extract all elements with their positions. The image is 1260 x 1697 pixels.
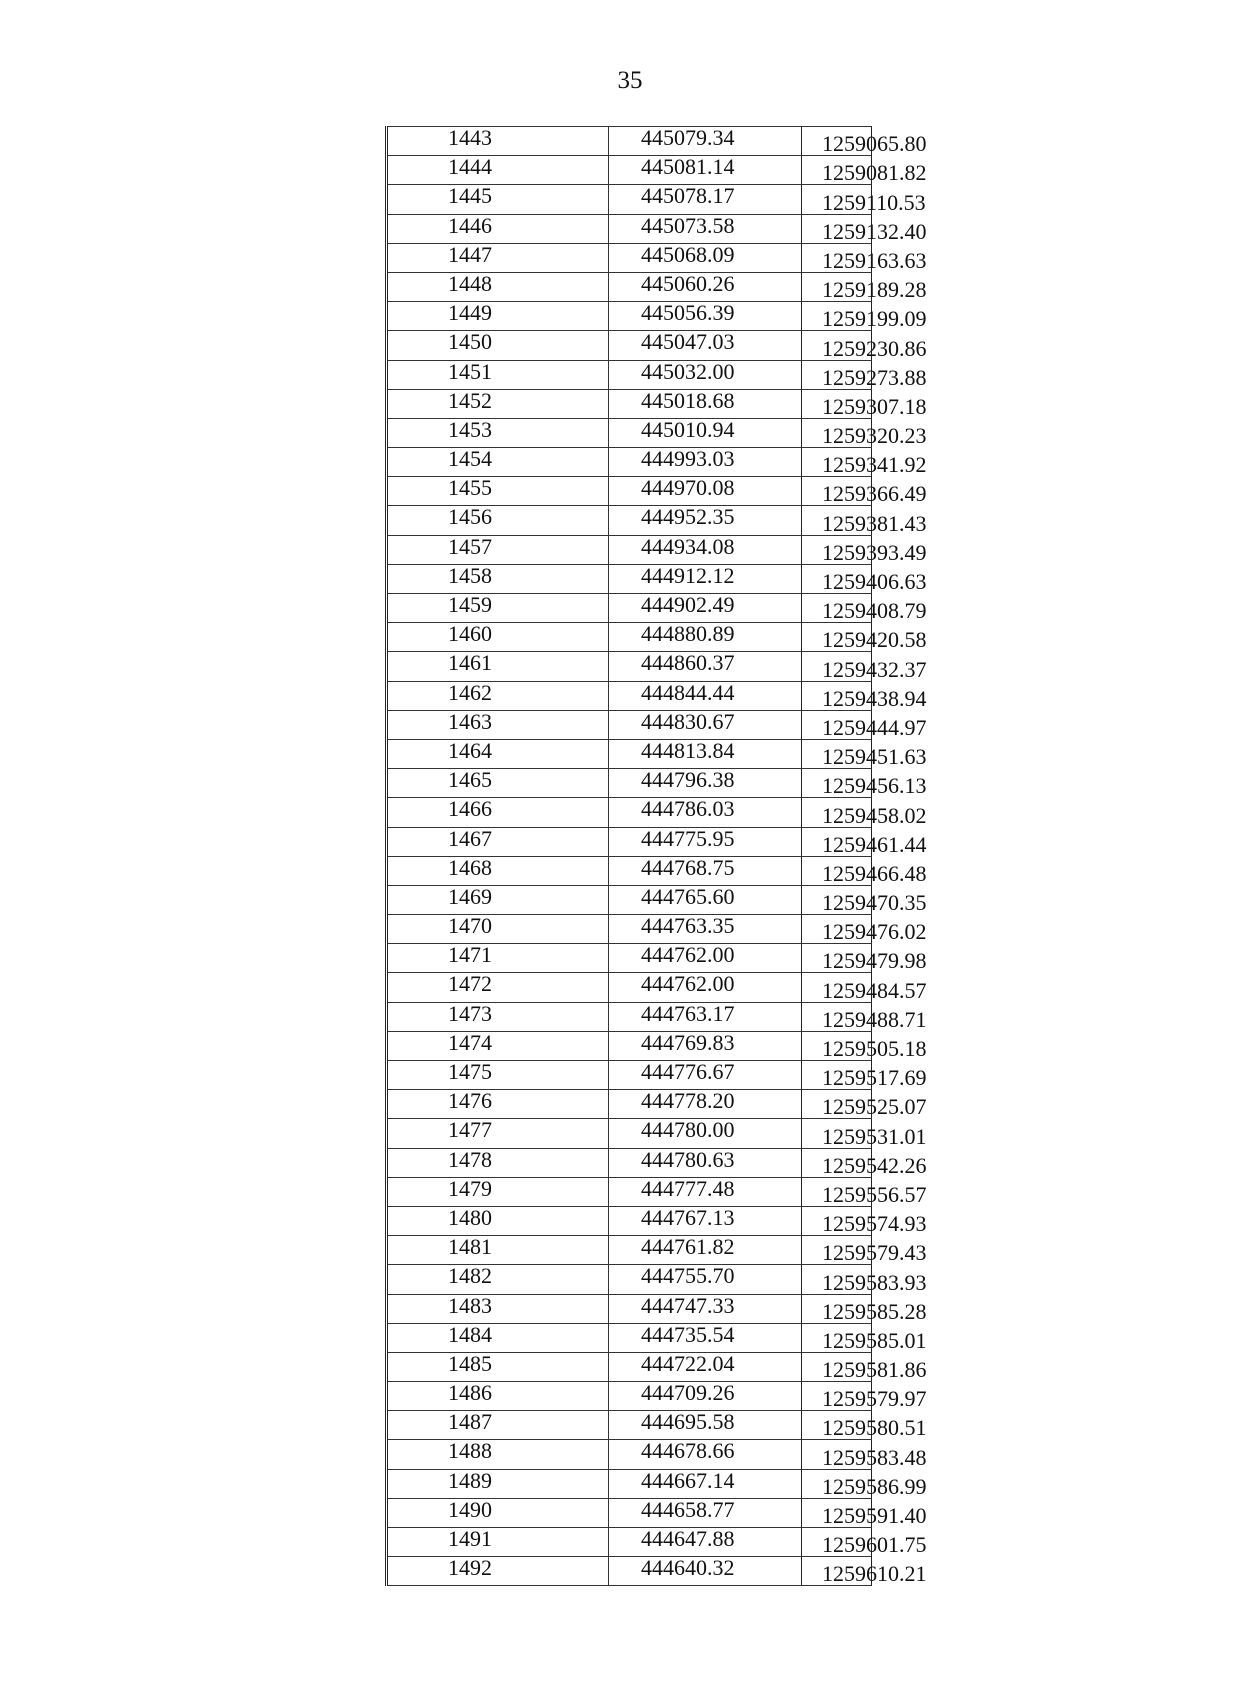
point-number-cell: 1459 bbox=[387, 594, 609, 623]
point-number-cell: 1458 bbox=[387, 564, 609, 593]
y-coordinate-cell: 1259476.02 bbox=[802, 915, 872, 944]
table-row bbox=[387, 915, 872, 944]
y-coordinate-cell: 1259525.07 bbox=[802, 1090, 872, 1119]
x-coordinate-cell: 444762.00 bbox=[609, 973, 802, 1002]
y-coordinate-cell: 1259581.86 bbox=[802, 1352, 872, 1381]
table-row bbox=[387, 1236, 872, 1265]
y-coordinate-cell: 1259163.63 bbox=[802, 243, 872, 272]
y-coordinate-cell: 1259393.49 bbox=[802, 535, 872, 564]
point-number-cell: 1488 bbox=[387, 1440, 609, 1469]
x-coordinate-cell: 444640.32 bbox=[609, 1557, 802, 1586]
table-row bbox=[387, 1469, 872, 1498]
y-coordinate-cell: 1259451.63 bbox=[802, 739, 872, 768]
y-coordinate-cell: 1259466.48 bbox=[802, 856, 872, 885]
table-row bbox=[387, 1090, 872, 1119]
y-coordinate-cell: 1259579.43 bbox=[802, 1236, 872, 1265]
table-row bbox=[387, 331, 872, 360]
y-coordinate-cell: 1259408.79 bbox=[802, 594, 872, 623]
y-coordinate-cell: 1259381.43 bbox=[802, 506, 872, 535]
y-coordinate-cell: 1259444.97 bbox=[802, 710, 872, 739]
point-number-cell: 1454 bbox=[387, 448, 609, 477]
table-row bbox=[387, 798, 872, 827]
x-coordinate-cell: 444722.04 bbox=[609, 1352, 802, 1381]
y-coordinate-cell: 1259574.93 bbox=[802, 1206, 872, 1235]
point-number-cell: 1443 bbox=[387, 127, 609, 156]
point-number-cell: 1484 bbox=[387, 1323, 609, 1352]
point-number-cell: 1487 bbox=[387, 1411, 609, 1440]
point-number-cell: 1478 bbox=[387, 1148, 609, 1177]
point-number-cell: 1462 bbox=[387, 681, 609, 710]
table-row bbox=[387, 1352, 872, 1381]
point-number-cell: 1490 bbox=[387, 1498, 609, 1527]
table-row bbox=[387, 1498, 872, 1527]
point-number-cell: 1446 bbox=[387, 214, 609, 243]
table-row bbox=[387, 973, 872, 1002]
x-coordinate-cell: 444952.35 bbox=[609, 506, 802, 535]
x-coordinate-cell: 445018.68 bbox=[609, 389, 802, 418]
point-number-cell: 1476 bbox=[387, 1090, 609, 1119]
y-coordinate-cell: 1259456.13 bbox=[802, 769, 872, 798]
x-coordinate-cell: 444993.03 bbox=[609, 448, 802, 477]
x-coordinate-cell: 445047.03 bbox=[609, 331, 802, 360]
table-row bbox=[387, 681, 872, 710]
point-number-cell: 1473 bbox=[387, 1002, 609, 1031]
table-row bbox=[387, 652, 872, 681]
table-row bbox=[387, 564, 872, 593]
table-row bbox=[387, 1177, 872, 1206]
x-coordinate-cell: 444769.83 bbox=[609, 1031, 802, 1060]
point-number-cell: 1463 bbox=[387, 710, 609, 739]
point-number-cell: 1461 bbox=[387, 652, 609, 681]
table-row bbox=[387, 623, 872, 652]
y-coordinate-cell: 1259065.80 bbox=[802, 127, 872, 156]
y-coordinate-cell: 1259461.44 bbox=[802, 827, 872, 856]
x-coordinate-cell: 444776.67 bbox=[609, 1061, 802, 1090]
y-coordinate-cell: 1259230.86 bbox=[802, 331, 872, 360]
x-coordinate-cell: 445056.39 bbox=[609, 302, 802, 331]
point-number-cell: 1485 bbox=[387, 1352, 609, 1381]
table-row bbox=[387, 856, 872, 885]
point-number-cell: 1445 bbox=[387, 185, 609, 214]
point-number-cell: 1470 bbox=[387, 915, 609, 944]
x-coordinate-cell: 444709.26 bbox=[609, 1382, 802, 1411]
table-row bbox=[387, 1557, 872, 1586]
x-coordinate-cell: 444844.44 bbox=[609, 681, 802, 710]
x-coordinate-cell: 444747.33 bbox=[609, 1294, 802, 1323]
y-coordinate-cell: 1259583.93 bbox=[802, 1265, 872, 1294]
table-row bbox=[387, 1148, 872, 1177]
table-row bbox=[387, 506, 872, 535]
point-number-cell: 1475 bbox=[387, 1061, 609, 1090]
x-coordinate-cell: 444667.14 bbox=[609, 1469, 802, 1498]
x-coordinate-cell: 444902.49 bbox=[609, 594, 802, 623]
x-coordinate-cell: 444763.17 bbox=[609, 1002, 802, 1031]
y-coordinate-cell: 1259479.98 bbox=[802, 944, 872, 973]
table-row bbox=[387, 885, 872, 914]
x-coordinate-cell: 444647.88 bbox=[609, 1528, 802, 1557]
point-number-cell: 1474 bbox=[387, 1031, 609, 1060]
y-coordinate-cell: 1259583.48 bbox=[802, 1440, 872, 1469]
y-coordinate-cell: 1259484.57 bbox=[802, 973, 872, 1002]
point-number-cell: 1469 bbox=[387, 885, 609, 914]
point-number-cell: 1472 bbox=[387, 973, 609, 1002]
point-number-cell: 1453 bbox=[387, 418, 609, 447]
y-coordinate-cell: 1259406.63 bbox=[802, 564, 872, 593]
y-coordinate-cell: 1259579.97 bbox=[802, 1382, 872, 1411]
x-coordinate-cell: 444775.95 bbox=[609, 827, 802, 856]
x-coordinate-cell: 444860.37 bbox=[609, 652, 802, 681]
x-coordinate-cell: 444763.35 bbox=[609, 915, 802, 944]
table-row bbox=[387, 1411, 872, 1440]
x-coordinate-cell: 444778.20 bbox=[609, 1090, 802, 1119]
table-row bbox=[387, 535, 872, 564]
x-coordinate-cell: 445032.00 bbox=[609, 360, 802, 389]
x-coordinate-cell: 444695.58 bbox=[609, 1411, 802, 1440]
y-coordinate-cell: 1259505.18 bbox=[802, 1031, 872, 1060]
coordinates-table-body bbox=[387, 125, 927, 1587]
x-coordinate-cell: 444880.89 bbox=[609, 623, 802, 652]
y-coordinate-cell: 1259273.88 bbox=[802, 360, 872, 389]
x-coordinate-cell: 445073.58 bbox=[609, 214, 802, 243]
table-row bbox=[387, 1382, 872, 1411]
y-coordinate-cell: 1259110.53 bbox=[802, 185, 872, 214]
table-row bbox=[387, 1440, 872, 1469]
point-number-cell: 1449 bbox=[387, 302, 609, 331]
table-row bbox=[387, 1294, 872, 1323]
table-row bbox=[387, 156, 872, 185]
y-coordinate-cell: 1259591.40 bbox=[802, 1498, 872, 1527]
table-row bbox=[387, 389, 872, 418]
table-row bbox=[387, 1002, 872, 1031]
point-number-cell: 1477 bbox=[387, 1119, 609, 1148]
point-number-cell: 1471 bbox=[387, 944, 609, 973]
point-number-cell: 1465 bbox=[387, 769, 609, 798]
y-coordinate-cell: 1259542.26 bbox=[802, 1148, 872, 1177]
y-coordinate-cell: 1259341.92 bbox=[802, 448, 872, 477]
y-coordinate-cell: 1259458.02 bbox=[802, 798, 872, 827]
y-coordinate-cell: 1259531.01 bbox=[802, 1119, 872, 1148]
point-number-cell: 1480 bbox=[387, 1206, 609, 1235]
coordinates-table bbox=[385, 125, 927, 1587]
y-coordinate-cell: 1259470.35 bbox=[802, 885, 872, 914]
point-number-cell: 1451 bbox=[387, 360, 609, 389]
y-coordinate-cell: 1259420.58 bbox=[802, 623, 872, 652]
point-number-cell: 1448 bbox=[387, 272, 609, 301]
x-coordinate-cell: 444755.70 bbox=[609, 1265, 802, 1294]
table-row bbox=[387, 1323, 872, 1352]
x-coordinate-cell: 445079.34 bbox=[609, 127, 802, 156]
table-row bbox=[387, 1119, 872, 1148]
table-row bbox=[387, 1061, 872, 1090]
x-coordinate-cell: 444777.48 bbox=[609, 1177, 802, 1206]
point-number-cell: 1489 bbox=[387, 1469, 609, 1498]
y-coordinate-cell: 1259438.94 bbox=[802, 681, 872, 710]
table-row bbox=[387, 360, 872, 389]
page-number: 35 bbox=[617, 67, 643, 94]
y-coordinate-cell: 1259199.09 bbox=[802, 302, 872, 331]
y-coordinate-cell: 1259585.28 bbox=[802, 1294, 872, 1323]
x-coordinate-cell: 444780.63 bbox=[609, 1148, 802, 1177]
point-number-cell: 1450 bbox=[387, 331, 609, 360]
y-coordinate-cell: 1259488.71 bbox=[802, 1002, 872, 1031]
point-number-cell: 1457 bbox=[387, 535, 609, 564]
point-number-cell: 1467 bbox=[387, 827, 609, 856]
table-row bbox=[387, 418, 872, 447]
y-coordinate-cell: 1259601.75 bbox=[802, 1528, 872, 1557]
x-coordinate-cell: 444780.00 bbox=[609, 1119, 802, 1148]
y-coordinate-cell: 1259132.40 bbox=[802, 214, 872, 243]
x-coordinate-cell: 445068.09 bbox=[609, 243, 802, 272]
table-row bbox=[387, 739, 872, 768]
table-row bbox=[387, 1206, 872, 1235]
point-number-cell: 1491 bbox=[387, 1528, 609, 1557]
x-coordinate-cell: 444658.77 bbox=[609, 1498, 802, 1527]
x-coordinate-cell: 445060.26 bbox=[609, 272, 802, 301]
table-row bbox=[387, 127, 872, 156]
point-number-cell: 1452 bbox=[387, 389, 609, 418]
y-coordinate-cell: 1259307.18 bbox=[802, 389, 872, 418]
x-coordinate-cell: 444970.08 bbox=[609, 477, 802, 506]
table-row bbox=[387, 827, 872, 856]
point-number-cell: 1447 bbox=[387, 243, 609, 272]
y-coordinate-cell: 1259580.51 bbox=[802, 1411, 872, 1440]
x-coordinate-cell: 444796.38 bbox=[609, 769, 802, 798]
x-coordinate-cell: 445081.14 bbox=[609, 156, 802, 185]
point-number-cell: 1444 bbox=[387, 156, 609, 185]
table-row bbox=[387, 1265, 872, 1294]
table-row bbox=[387, 214, 872, 243]
x-coordinate-cell: 444934.08 bbox=[609, 535, 802, 564]
point-number-cell: 1455 bbox=[387, 477, 609, 506]
table-row bbox=[387, 272, 872, 301]
x-coordinate-cell: 444767.13 bbox=[609, 1206, 802, 1235]
y-coordinate-cell: 1259366.49 bbox=[802, 477, 872, 506]
x-coordinate-cell: 444768.75 bbox=[609, 856, 802, 885]
table-row bbox=[387, 1031, 872, 1060]
point-number-cell: 1464 bbox=[387, 739, 609, 768]
x-coordinate-cell: 444735.54 bbox=[609, 1323, 802, 1352]
table-row bbox=[387, 944, 872, 973]
point-number-cell: 1466 bbox=[387, 798, 609, 827]
point-number-cell: 1492 bbox=[387, 1557, 609, 1586]
table-row bbox=[387, 1528, 872, 1557]
table-row bbox=[387, 769, 872, 798]
table-row bbox=[387, 448, 872, 477]
point-number-cell: 1483 bbox=[387, 1294, 609, 1323]
table-row bbox=[387, 477, 872, 506]
y-coordinate-cell: 1259517.69 bbox=[802, 1061, 872, 1090]
x-coordinate-cell: 444830.67 bbox=[609, 710, 802, 739]
point-number-cell: 1468 bbox=[387, 856, 609, 885]
y-coordinate-cell: 1259320.23 bbox=[802, 418, 872, 447]
x-coordinate-cell: 444678.66 bbox=[609, 1440, 802, 1469]
x-coordinate-cell: 444912.12 bbox=[609, 564, 802, 593]
point-number-cell: 1481 bbox=[387, 1236, 609, 1265]
x-coordinate-cell: 444765.60 bbox=[609, 885, 802, 914]
x-coordinate-cell: 444762.00 bbox=[609, 944, 802, 973]
table-row bbox=[387, 185, 872, 214]
point-number-cell: 1486 bbox=[387, 1382, 609, 1411]
y-coordinate-cell: 1259610.21 bbox=[802, 1557, 872, 1586]
point-number-cell: 1479 bbox=[387, 1177, 609, 1206]
point-number-cell: 1460 bbox=[387, 623, 609, 652]
x-coordinate-cell: 444761.82 bbox=[609, 1236, 802, 1265]
table-row bbox=[387, 710, 872, 739]
x-coordinate-cell: 445078.17 bbox=[609, 185, 802, 214]
x-coordinate-cell: 444786.03 bbox=[609, 798, 802, 827]
x-coordinate-cell: 445010.94 bbox=[609, 418, 802, 447]
y-coordinate-cell: 1259586.99 bbox=[802, 1469, 872, 1498]
table-row bbox=[387, 302, 872, 331]
point-number-cell: 1482 bbox=[387, 1265, 609, 1294]
y-coordinate-cell: 1259585.01 bbox=[802, 1323, 872, 1352]
y-coordinate-cell: 1259081.82 bbox=[802, 156, 872, 185]
table-row bbox=[387, 594, 872, 623]
y-coordinate-cell: 1259189.28 bbox=[802, 272, 872, 301]
point-number-cell: 1456 bbox=[387, 506, 609, 535]
y-coordinate-cell: 1259432.37 bbox=[802, 652, 872, 681]
x-coordinate-cell: 444813.84 bbox=[609, 739, 802, 768]
y-coordinate-cell: 1259556.57 bbox=[802, 1177, 872, 1206]
table-row bbox=[387, 243, 872, 272]
